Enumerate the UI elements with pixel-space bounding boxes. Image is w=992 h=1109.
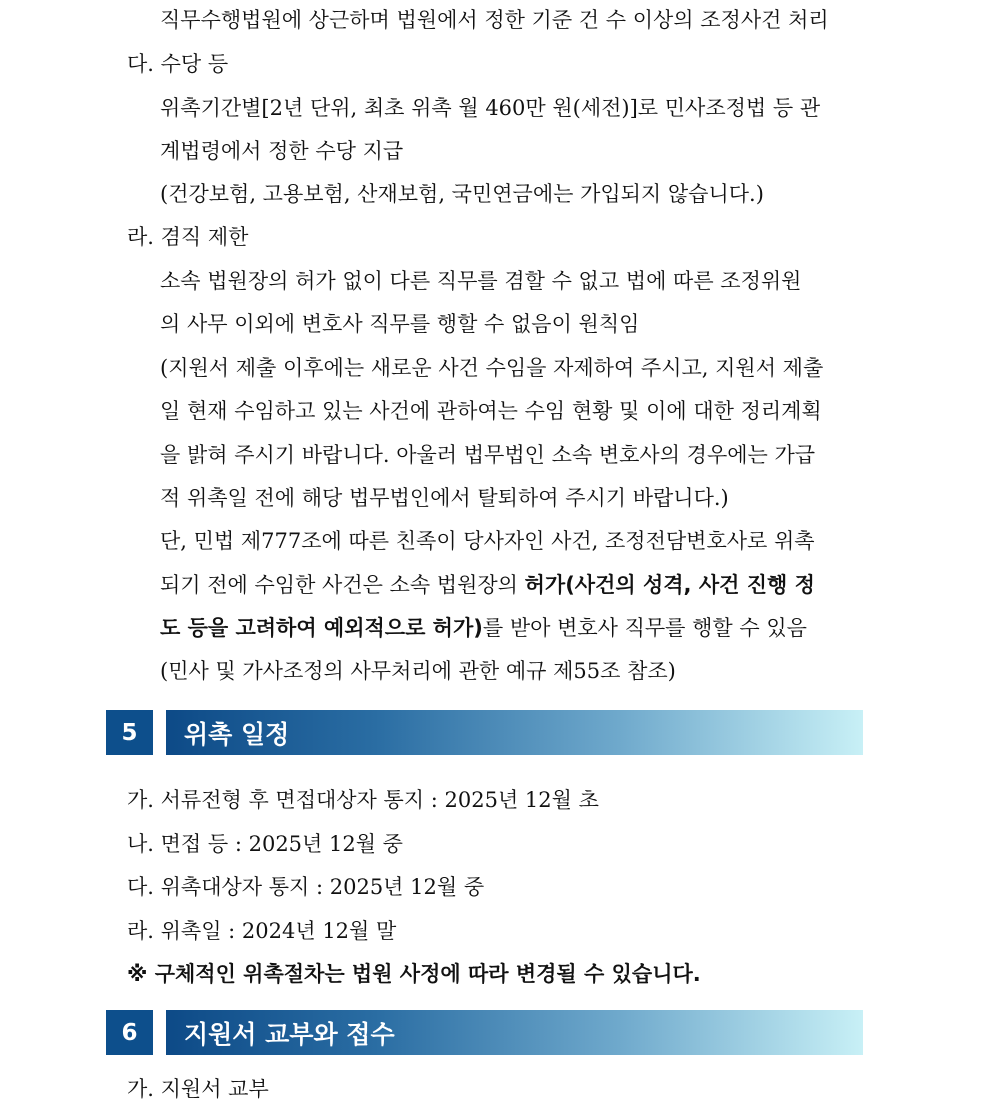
restriction-note-4: 적 위촉일 전에 해당 법무법인에서 탈퇴하여 주시기 바랍니다.) (160, 486, 729, 510)
schedule-item-4: 라. 위촉일 : 2024년 12월 말 (127, 919, 397, 943)
application-item-1: 가. 지원서 교부 (127, 1077, 269, 1101)
restriction-note-3: 을 밝혀 주시기 바랍니다. 아울러 법무법인 소속 변호사의 경우에는 가급 (160, 443, 816, 467)
allowance-text-1: 위촉기간별[2년 단위, 최초 위촉 월 460만 원(세전)]로 민사조정법 등 관 (160, 96, 821, 120)
exception-text-3 (160, 614, 887, 642)
section-6-title: 지원서 교부와 접수 (166, 1010, 863, 1055)
restriction-note-1: (지원서 제출 이후에는 새로운 사건 수임을 자제하여 주시고, 지원서 제출 (160, 356, 824, 380)
restriction-text-2: 의 사무 이외에 변호사 직무를 행할 수 없음이 원칙임 (160, 312, 640, 336)
subsection-da-heading: 다. 수당 등 (127, 52, 229, 76)
schedule-item-1: 가. 서류전형 후 면접대상자 통지 : 2025년 12월 초 (127, 788, 599, 812)
section-5-title: 위촉 일정 (166, 710, 863, 755)
allowance-text-2: 계법령에서 정한 수당 지급 (160, 139, 404, 163)
exception-text-3-plain: 를 받아 변호사 직무를 행할 수 있음 (482, 616, 807, 640)
exception-text-2 (160, 571, 887, 599)
subsection-ra-heading: 라. 겸직 제한 (127, 225, 249, 249)
section-6-number: 6 (106, 1010, 153, 1055)
restriction-text-1: 소속 법원장의 허가 없이 다른 직무를 겸할 수 없고 법에 따른 조정위원 (160, 269, 802, 293)
schedule-item-2: 나. 면접 등 : 2025년 12월 중 (127, 832, 403, 856)
exception-text-3-bold: 도 등을 고려하여 예외적으로 허가) (160, 616, 483, 640)
duty-line: 직무수행법원에 상근하며 법원에서 정한 기준 건 수 이상의 조정사건 처리 (160, 8, 829, 32)
section-5-number: 5 (106, 710, 153, 755)
schedule-notice: ※ 구체적인 위촉절차는 법원 사정에 따라 변경될 수 있습니다. (127, 962, 701, 986)
exception-text-2-plain: 되기 전에 수임한 사건은 소속 법원장의 (160, 573, 525, 597)
schedule-item-3: 다. 위촉대상자 통지 : 2025년 12월 중 (127, 875, 485, 899)
exception-text-1: 단, 민법 제777조에 따른 친족이 당사자인 사건, 조정전담변호사로 위촉 (160, 529, 815, 553)
insurance-note: (건강보험, 고용보험, 산재보험, 국민연금에는 가입되지 않습니다.) (160, 182, 764, 206)
restriction-note-2: 일 현재 수임하고 있는 사건에 관하여는 수임 현황 및 이에 대한 정리계획 (160, 399, 822, 423)
reference-note: (민사 및 가사조정의 사무처리에 관한 예규 제55조 참조) (160, 659, 676, 683)
exception-text-2-bold: 허가(사건의 성격, 사건 진행 정 (524, 573, 815, 597)
